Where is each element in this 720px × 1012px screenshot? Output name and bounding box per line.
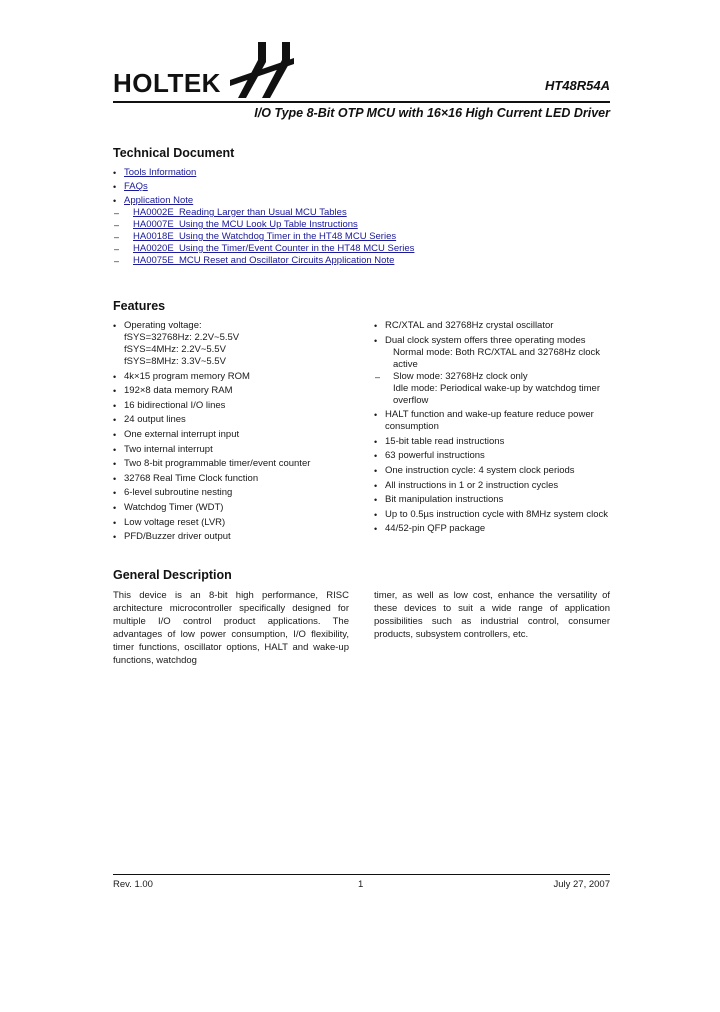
features-heading: Features xyxy=(113,299,166,313)
feature-voltage-line: fSYS=8MHz: 3.3V~5.5V xyxy=(124,356,226,367)
app-note-link[interactable]: HA0007E Using the MCU Look Up Table Instructions xyxy=(133,219,358,230)
feature-label: Operating voltage: xyxy=(124,320,202,331)
app-note-link[interactable]: HA0075E MCU Reset and Oscillator Circuits Application Note xyxy=(133,255,395,266)
application-note-link[interactable]: Application Note xyxy=(124,195,194,206)
feature-item: • Two internal interrupt xyxy=(113,444,353,456)
feature-item: • Dual clock system offers three operating modes xyxy=(374,335,610,347)
feature-item: • RC/XTAL and 32768Hz crystal oscillator xyxy=(374,320,610,332)
app-note-item xyxy=(113,231,513,243)
app-note-link[interactable]: HA0020E Using the Timer/Event Counter in the HT48 MCU Series xyxy=(133,243,415,254)
holtek-logo-icon xyxy=(228,40,296,98)
document-title: I/O Type 8-Bit OTP MCU with 16×16 High Current LED Driver xyxy=(254,106,610,120)
feature-item: • 44/52-pin QFP package xyxy=(374,523,610,535)
feature-item: • PFD/Buzzer driver output xyxy=(113,531,353,543)
feature-item: • Up to 0.5µs instruction cycle with 8MHz system clock xyxy=(374,509,610,521)
feature-item: • 32768 Real Time Clock function xyxy=(113,473,353,485)
feature-item: • Watchdog Timer (WDT) xyxy=(113,502,353,514)
feature-item: • 6-level subroutine nesting xyxy=(113,487,353,499)
feature-voltage-line: fSYS=32768Hz: 2.2V~5.5V xyxy=(124,332,240,343)
features-right-list xyxy=(374,320,610,538)
footer-revision: Rev. 1.00 xyxy=(113,879,153,890)
part-number: HT48R54A xyxy=(544,78,610,93)
faqs-item xyxy=(113,181,513,193)
feature-item: • Two 8-bit programmable timer/event counter xyxy=(113,458,353,470)
header-rule xyxy=(113,101,610,103)
feature-item: • Bit manipulation instructions xyxy=(374,494,610,506)
tools-information-link[interactable]: Tools Information xyxy=(124,167,197,178)
app-note-item xyxy=(113,243,513,255)
application-note-item xyxy=(113,195,513,207)
features-left-list xyxy=(113,320,353,546)
feature-item: • One external interrupt input xyxy=(113,429,353,441)
technical-document-links xyxy=(113,167,513,267)
feature-item: • 15-bit table read instructions xyxy=(374,436,610,448)
technical-document-heading: Technical Document xyxy=(113,146,235,160)
footer-page-number: 1 xyxy=(358,879,364,890)
brand-logo-text: HOLTEK xyxy=(113,68,221,98)
feature-item-voltage xyxy=(113,320,353,368)
feature-item: • 63 powerful instructions xyxy=(374,450,610,462)
feature-voltage-line: fSYS=4MHz: 2.2V~5.5V xyxy=(124,344,226,355)
feature-mode-item: Idle mode: Periodical wake-up by watchdog timer overflow xyxy=(393,382,600,406)
general-description-right-paragraph: timer, as well as low cost, enhance the versatility of these devices to suit a wide range of application possibilities such as industrial control, consumer products, subsystem controllers, etc. xyxy=(374,590,610,641)
feature-item: • One instruction cycle: 4 system clock periods xyxy=(374,465,610,477)
tools-information-item xyxy=(113,167,513,179)
app-note-item xyxy=(113,255,513,267)
feature-mode-item: Normal mode: Both RC/XTAL and 32768Hz clock active xyxy=(393,346,600,370)
feature-item: • 16 bidirectional I/O lines xyxy=(113,400,353,412)
general-description-left-paragraph: This device is an 8-bit high performance, RISC architecture microcontroller specifically designed for multiple I/O control product applications. The advantages of low power consumption, I/O flexibility, timer functions, oscillator options, HALT and wake-up functions, watchdog xyxy=(113,590,349,667)
faqs-link[interactable]: FAQs xyxy=(124,181,148,192)
feature-item: • Low voltage reset (LVR) xyxy=(113,517,353,529)
feature-item: • HALT function and wake-up feature reduce power consumption xyxy=(374,409,610,433)
app-note-item xyxy=(113,219,513,231)
general-description-heading: General Description xyxy=(113,568,232,582)
feature-item: • 24 output lines xyxy=(113,414,353,426)
feature-item: • 4k×15 program memory ROM xyxy=(113,371,353,383)
feature-item: • 192×8 data memory RAM xyxy=(113,385,353,397)
feature-item: • All instructions in 1 or 2 instruction cycles xyxy=(374,480,610,492)
app-note-link[interactable]: HA0002E Reading Larger than Usual MCU Tables xyxy=(133,207,347,218)
feature-mode-item: – Slow mode: 32768Hz clock only xyxy=(374,371,610,383)
app-note-item xyxy=(113,207,513,219)
app-note-link[interactable]: HA0018E Using the Watchdog Timer in the HT48 MCU Series xyxy=(133,231,397,242)
footer-date: July 27, 2007 xyxy=(553,879,610,890)
footer-rule xyxy=(113,874,610,875)
